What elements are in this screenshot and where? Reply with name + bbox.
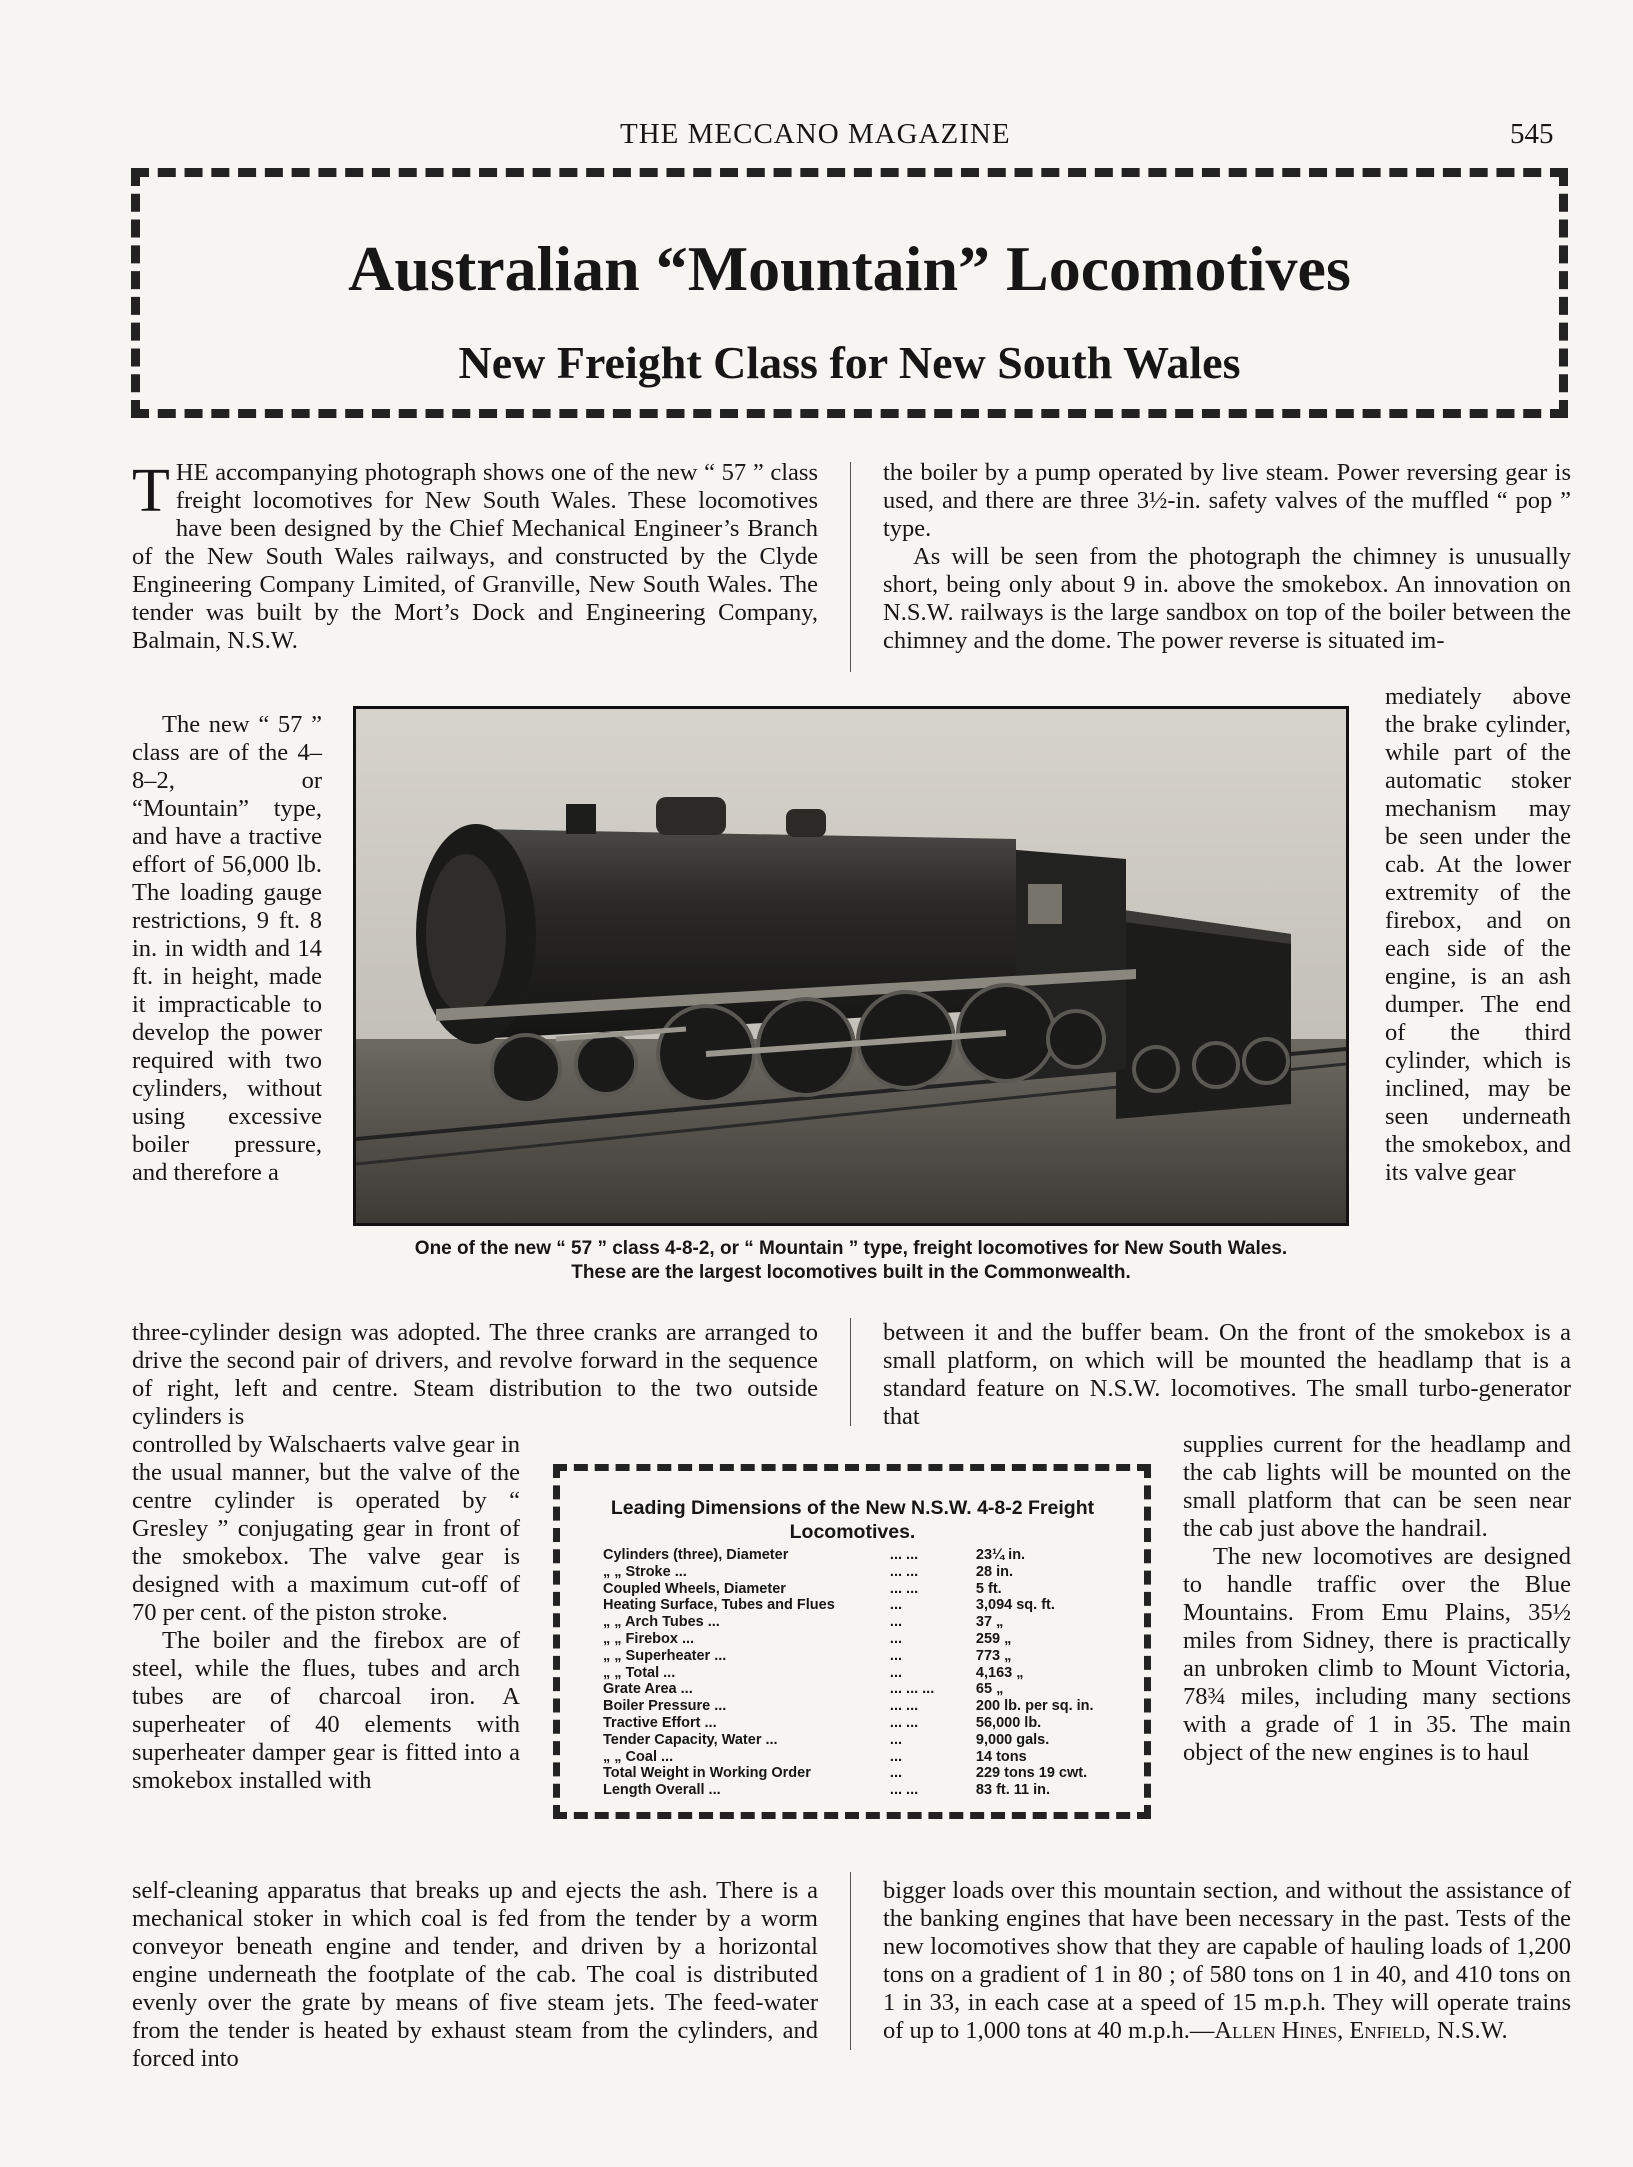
left-column-top — [132, 459, 818, 655]
dimension-leader: ... — [889, 1647, 903, 1664]
dimension-row — [603, 1698, 1123, 1715]
paragraph-headlamp: supplies current for the headlamp and the cab lights will be mounted on the small platform that can be seen near the cab just above the handrail. — [1183, 1431, 1571, 1542]
left-column-narrow-2 — [132, 1431, 520, 1795]
dimension-row — [603, 1631, 1123, 1648]
drop-cap: T — [132, 457, 170, 525]
dimension-value: 14 tons — [975, 1748, 1027, 1765]
column-rule-middle — [850, 1318, 851, 1426]
dimensions-table — [603, 1547, 1123, 1799]
dimension-row — [603, 1681, 1123, 1698]
paragraph-pump: the boiler by a pump operated by live steam. Power reversing gear is used, and there are three 3½-in. safety valves of the muffled “ pop ” type. — [883, 459, 1571, 542]
dimension-row — [603, 1581, 1123, 1598]
dimension-leader: ... ... — [889, 1580, 919, 1597]
photo-caption — [353, 1237, 1349, 1285]
dimension-value: 4,163 „ — [975, 1664, 1024, 1681]
paragraph-intro: HE accompanying photograph shows one of the new “ 57 ” class freight locomotives for New South Wales. These locomotives have been designed by the Chief Mechanical Engineer’s Branch of the New South Wales railways, and constructed by the Clyde Engineering Company Limited, of Granville, New South Wales. The tender was built by the Mort’s Dock and Engineering Company, Balmain, N.S.W. — [132, 459, 818, 654]
right-column-bottom — [883, 1877, 1571, 2045]
dimension-value: 65 „ — [975, 1681, 1004, 1698]
right-column-narrow — [1385, 683, 1571, 1187]
dimension-value: 5 ft. — [975, 1580, 1002, 1597]
article-title: Australian “Mountain” Locomotives — [348, 233, 1351, 304]
dimension-leader: ... — [889, 1765, 903, 1782]
right-column-top — [883, 459, 1571, 655]
dimension-label: Length Overall ... — [603, 1782, 721, 1799]
dimension-label: Total Weight in Working Order — [603, 1765, 811, 1782]
right-column-narrow-2 — [1183, 1431, 1571, 1767]
dimension-label: Grate Area ... — [603, 1681, 693, 1698]
dimensions-title: Leading Dimensions of the New N.S.W. 4-8-2 Freight Locomotives. — [610, 1497, 1095, 1543]
photo-caption-line-2: These are the largest locomotives built in the Commonwealth. — [571, 1262, 1131, 1283]
paragraph-three-cylinder: three-cylinder design was adopted. The three cranks are arranged to drive the second pair of drivers, and revolve forward in the sequence of right, left and centre. Steam distribution to the two outside cylinders is — [132, 1319, 818, 1430]
dimension-value: 23¼ in. — [975, 1547, 1026, 1563]
paragraph-smokebox-platform: between it and the buffer beam. On the front of the smokebox is a small platform, on which will be mounted the headlamp that is a standard feature on N.S.W. locomotives. The small turbo-generator that — [883, 1319, 1571, 1430]
paragraph-stoker: self-cleaning apparatus that breaks up and ejects the ash. There is a mechanical stoker in which coal is fed from the tender by a worm conveyor beneath engine and tender, and driven by a horizontal engine underneath the footplate of the cab. The coal is distributed evenly over the grate by means of five steam jets. The feed-water from the tender is heated by exhaust steam from the cylinders, and forced into — [132, 1877, 818, 2072]
column-rule-top — [850, 462, 851, 672]
dimension-row — [603, 1765, 1123, 1782]
dimension-label: Tender Capacity, Water ... — [603, 1731, 778, 1748]
dimension-leader: ... ... — [889, 1782, 919, 1799]
dimension-label: Heating Surface, Tubes and Flues — [603, 1597, 835, 1614]
dimension-value: 9,000 gals. — [975, 1731, 1050, 1748]
left-column-narrow — [132, 711, 322, 1187]
dimension-row — [603, 1665, 1123, 1682]
byline: Allen Hines, Enfield, N.S.W. — [1214, 2017, 1508, 2044]
dimension-row — [603, 1597, 1123, 1614]
dimension-label: Boiler Pressure ... — [603, 1698, 727, 1715]
dimension-label: Coupled Wheels, Diameter — [603, 1580, 786, 1597]
dimension-row — [603, 1749, 1123, 1766]
dimension-value: 229 tons 19 cwt. — [975, 1765, 1088, 1782]
left-column-mid — [132, 1319, 818, 1431]
paragraph-boiler: The boiler and the firebox are of steel, while the flues, tubes and arch tubes are of charcoal iron. A superheater of 40 elements with superheater damper gear is fitted into a smokebox installed with — [132, 1627, 520, 1794]
dimension-leader: ... ... — [889, 1714, 919, 1731]
paragraph-chimney: As will be seen from the photograph the chimney is unusually short, being only about 9 in. above the smokebox. An innovation on N.S.W. railways is the large sandbox on top of the boiler between the chimney and the dome. The power reverse is situated im- — [883, 543, 1571, 654]
dimension-label: „ „ Total ... — [603, 1664, 676, 1681]
dimension-label: Tractive Effort ... — [603, 1714, 717, 1731]
paragraph-blue-mountains: The new locomotives are designed to handle traffic over the Blue Mountains. From Emu Plains, 35½ miles from Sidney, there is practically an unbroken climb to Mount Victoria, 78¾ miles, including many sections with a grade of 1 in 35. The main object of the new engines is to haul — [1183, 1543, 1571, 1766]
dimension-value: 83 ft. 11 in. — [975, 1782, 1051, 1799]
dimension-leader: ... ... — [889, 1547, 919, 1563]
page-number: 545 — [1510, 118, 1554, 150]
dimension-label: „ „ Coal ... — [603, 1748, 674, 1765]
dimension-leader: ... ... — [889, 1563, 919, 1580]
dimension-label: Cylinders (three), Diameter — [603, 1547, 789, 1563]
dimension-value: 56,000 lb. — [975, 1714, 1042, 1731]
running-head: THE MECCANO MAGAZINE — [620, 118, 1011, 150]
dimension-row — [603, 1782, 1123, 1799]
dimension-row — [603, 1564, 1123, 1581]
dimension-label: „ „ Firebox ... — [603, 1630, 695, 1647]
dimension-leader: ... — [889, 1597, 903, 1614]
dimension-row — [603, 1732, 1123, 1749]
dimension-leader: ... — [889, 1664, 903, 1681]
dimension-label: „ „ Superheater ... — [603, 1647, 727, 1664]
paragraph-class: The new “ 57 ” class are of the 4–8–2, or “Mountain” type, and have a tractive effort of 56,000 lb. The loading gauge restrictions, 9 ft. 8 in. in width and 14 ft. in height, made it impracticable to develop the power required with two cylinders, without using excessive boiler pressure, and therefore a — [132, 711, 322, 1186]
right-column-mid — [883, 1319, 1571, 1431]
dimension-row — [603, 1648, 1123, 1665]
paragraph-valve-gear: controlled by Walschaerts valve gear in the usual manner, but the valve of the centre cylinder is operated by “ Gresley ” conjugating gear in front of the smokebox. The valve gear is designed with a maximum cut-off of 70 per cent. of the piston stroke. — [132, 1431, 520, 1626]
dimension-row — [603, 1547, 1123, 1564]
dimension-leader: ... ... — [889, 1698, 919, 1715]
left-column-bottom — [132, 1877, 818, 2073]
photo-caption-line-1: One of the new “ 57 ” class 4-8-2, or “ Mountain ” type, freight locomotives for New South Wales. — [414, 1238, 1288, 1259]
dimension-leader: ... — [889, 1731, 903, 1748]
dimension-leader: ... — [889, 1614, 903, 1631]
article-subtitle: New Freight Class for New South Wales — [458, 337, 1241, 388]
dimension-row — [603, 1715, 1123, 1732]
dimension-value: 200 lb. per sq. in. — [975, 1698, 1094, 1715]
paragraph-tests: bigger loads over this mountain section, and without the assistance of the banking engines that have been necessary in the past. Tests of the new locomotives show that they are capable of hauling loads of 1,200 tons on a gradient of 1 in 80 ; of 580 tons on 1 in 40, and 410 tons on 1 in 33, in each case at a speed of 15 m.p.h. They will operate trains of up to 1,000 tons at 40 m.p.h.— — [883, 1877, 1571, 2044]
dimension-leader: ... — [889, 1630, 903, 1647]
dimension-label: „ „ Arch Tubes ... — [603, 1614, 720, 1631]
dimension-row — [603, 1614, 1123, 1631]
paragraph-power-reverse: mediately above the brake cylinder, while part of the automatic stoker mechanism may be seen under the cab. At the lower extremity of the firebox, and on each side of the engine, is an ash dumper. The end of the third cylinder, which is inclined, may be seen underneath the smokebox, and its valve gear — [1385, 683, 1571, 1186]
dimension-leader: ... ... ... — [889, 1681, 935, 1698]
column-rule-bottom — [850, 1872, 851, 2050]
dimension-leader: ... — [889, 1748, 903, 1765]
dimension-value: 259 „ — [975, 1630, 1012, 1647]
dimension-value: 37 „ — [975, 1614, 1004, 1631]
locomotive-photo — [353, 706, 1349, 1226]
dimension-label: „ „ Stroke ... — [603, 1563, 687, 1580]
dimension-value: 3,094 sq. ft. — [975, 1597, 1055, 1614]
dimension-value: 28 in. — [975, 1563, 1013, 1580]
dimension-value: 773 „ — [975, 1647, 1012, 1664]
